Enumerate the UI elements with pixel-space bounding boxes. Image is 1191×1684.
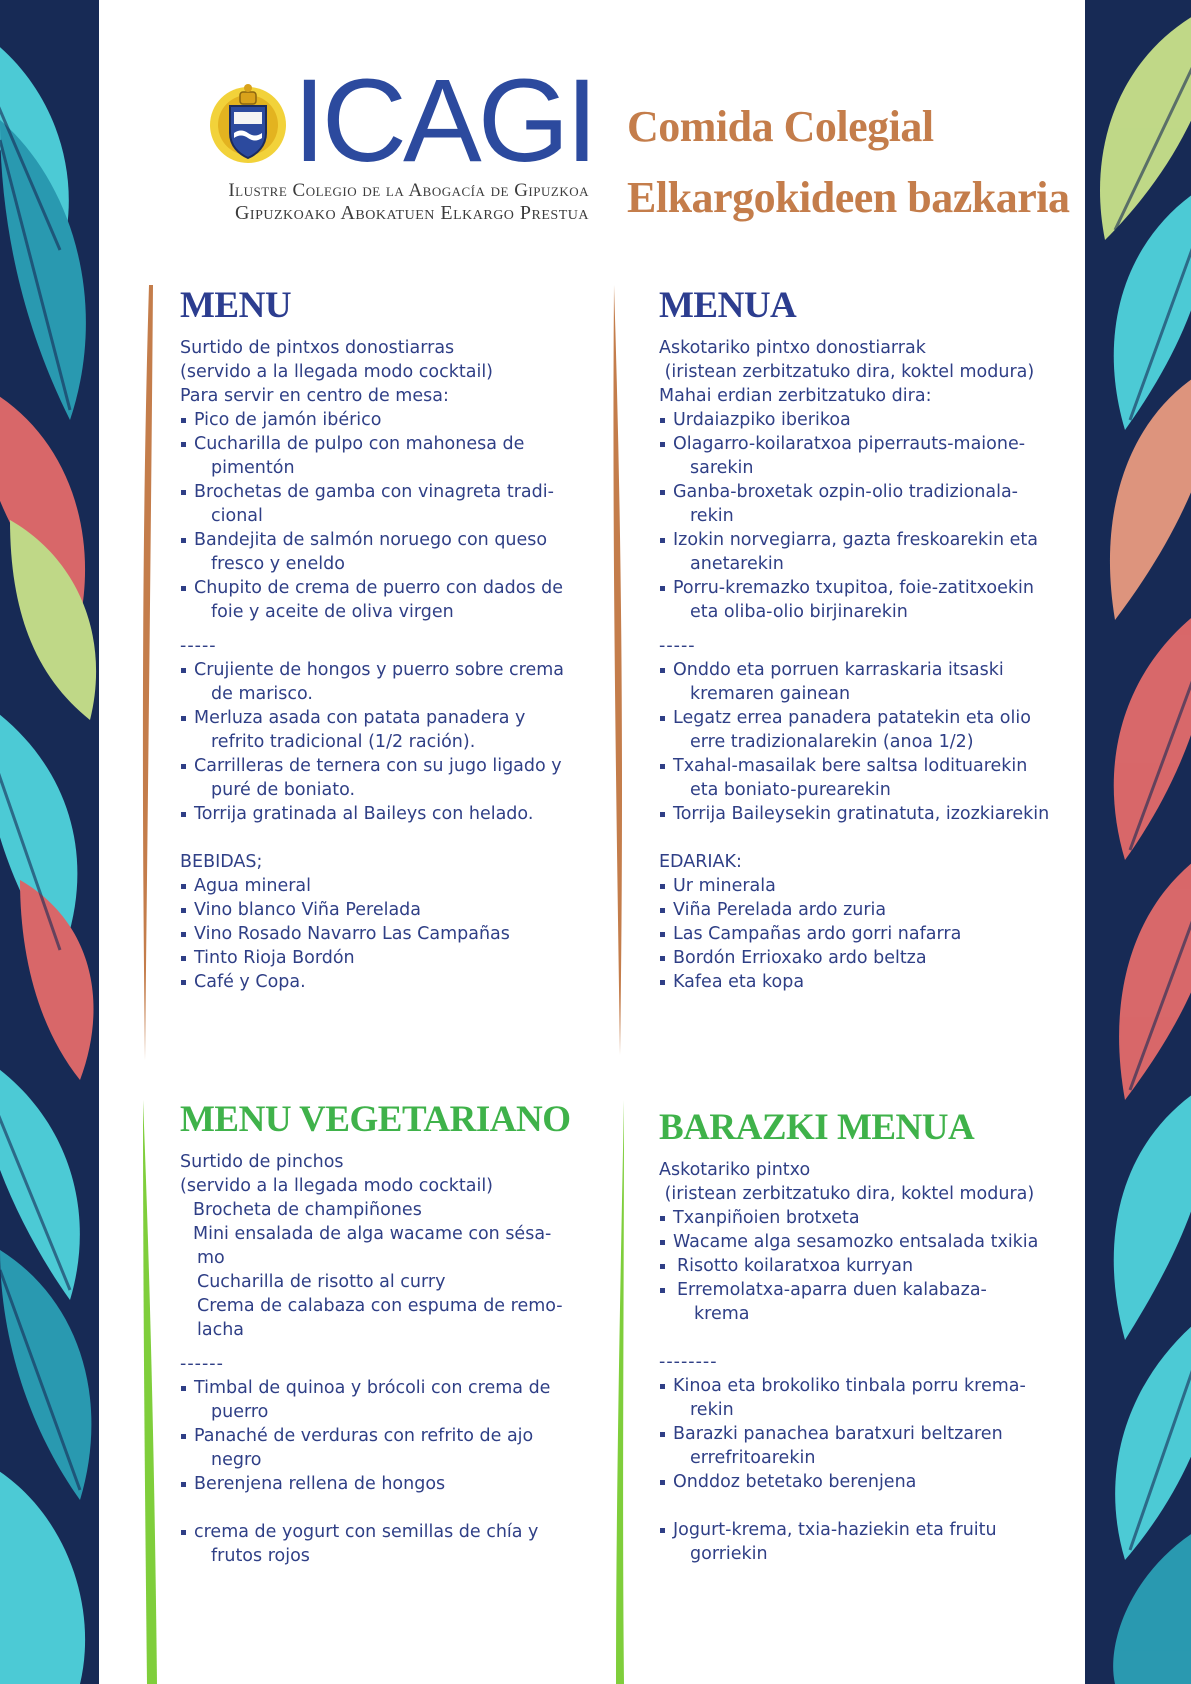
list-item: Panaché de verduras con refrito de ajo negro (180, 1424, 600, 1472)
menu-spanish (180, 286, 590, 994)
green-brush-stripe (610, 1100, 626, 1684)
list-item: Cucharilla de pulpo con mahonesa de pimentón (180, 432, 590, 480)
list-item: Pico de jamón ibérico (180, 408, 590, 432)
drinks-list (180, 874, 590, 994)
tropical-leaves-left-panel (0, 0, 99, 1684)
list-item: Brocheta de champiñones (193, 1200, 422, 1220)
drinks-label: BEBIDAS; (180, 852, 263, 872)
separator: -------- (659, 1352, 718, 1372)
list-item: Berenjena rellena de hongos (180, 1472, 600, 1496)
org-name-spanish: Ilustre Colegio de la Abogacía de Gipuzkoa (228, 180, 589, 201)
list-item: Torrija gratinada al Baileys con helado. (180, 802, 590, 826)
list-item: Carrilleras de ternera con su jugo ligado y puré de boniato. (180, 754, 590, 802)
list-item: Legatz errea panadera patatekin eta olio erre tradizionalarekin (anoa 1/2) (659, 706, 1079, 754)
list-item: Risotto koilaratxoa kurryan (659, 1254, 1079, 1278)
list-item: crema de yogurt con semillas de chía y frutos rojos (180, 1520, 600, 1568)
copper-brush-stripe (612, 285, 626, 1055)
org-name-basque: Gipuzkoako Abokatuen Elkargo Prestua (234, 202, 589, 224)
list-item: Izokin norvegiarra, gazta freskoarekin eta anetarekin (659, 528, 1079, 576)
intro-line: Para servir en centro de mesa: (180, 386, 449, 406)
list-item: Erremolatxa-aparra duen kalabaza- krema (659, 1278, 1079, 1326)
mains-list (180, 1376, 600, 1496)
menu-heading: BARAZKI MENUA (659, 1107, 975, 1148)
list-item: Las Campañas ardo gorri nafarra (659, 922, 1079, 946)
intro-line: Surtido de pintxos donostiarras (180, 338, 455, 358)
list-item: Brochetas de gamba con vinagreta tradi- cional (180, 480, 590, 528)
list-item-continuation: lacha (197, 1320, 245, 1340)
separator: ------ (180, 1354, 224, 1374)
list-item: Ur minerala (659, 874, 1079, 898)
list-item: Bordón Errioxako ardo beltza (659, 946, 1079, 970)
starters-list (659, 408, 1079, 624)
starters-list (659, 1206, 1079, 1326)
list-item: Vino Rosado Navarro Las Campañas (180, 922, 590, 946)
list-item: Crujiente de hongos y puerro sobre crema de marisco. (180, 658, 590, 706)
event-title-spanish: Comida Colegial (627, 102, 934, 151)
green-brush-stripe (141, 1100, 157, 1684)
logo-wordmark: ICAGI (293, 55, 595, 187)
list-item: Tinto Rioja Bordón (180, 946, 590, 970)
list-item: Porru-kremazko txupitoa, foie-zatitxoekin eta oliba-olio birjinarekin (659, 576, 1079, 624)
tropical-leaves-right-panel (1085, 0, 1191, 1684)
menu-sheet (99, 0, 1085, 1684)
list-item: Agua mineral (180, 874, 590, 898)
icagi-logo (207, 55, 687, 226)
list-item: Cucharilla de risotto al curry (197, 1272, 446, 1292)
menu-heading: MENU VEGETARIANO (180, 1099, 571, 1140)
intro-line: Askotariko pintxo donostiarrak (659, 338, 926, 358)
vegetarian-menu-spanish (180, 1100, 600, 1568)
intro-line: Askotariko pintxo (659, 1160, 811, 1180)
list-item: Café y Copa. (180, 970, 590, 994)
dessert-list (659, 1518, 1079, 1566)
list-item: Onddo eta porruen karraskaria itsaski kremaren gainean (659, 658, 1079, 706)
list-item: Vino blanco Viña Perelada (180, 898, 590, 922)
intro-line: (iristean zerbitzatuko dira, koktel modura) (659, 1184, 1035, 1204)
list-item: Timbal de quinoa y brócoli con crema de puerro (180, 1376, 600, 1424)
intro-line: (iristean zerbitzatuko dira, koktel modura) (659, 362, 1035, 382)
list-item: Merluza asada con patata panadera y refrito tradicional (1/2 ración). (180, 706, 590, 754)
list-item: Txanpiñoien brotxeta (659, 1206, 1079, 1230)
intro-line: Surtido de pinchos (180, 1152, 344, 1172)
list-item: Barazki panachea baratxuri beltzaren errefritoarekin (659, 1422, 1079, 1470)
list-item: Txahal-masailak bere saltsa lodituarekin eta boniato-purearekin (659, 754, 1079, 802)
list-item-continuation: mo (197, 1248, 225, 1268)
intro-line: (servido a la llegada modo cocktail) (180, 1176, 494, 1196)
list-item: Urdaiazpiko iberikoa (659, 408, 1079, 432)
list-item: Mini ensalada de alga wacame con sésa- (193, 1224, 552, 1244)
list-item: Kafea eta kopa (659, 970, 1079, 994)
drinks-list (659, 874, 1079, 994)
list-item: Ganba-broxetak ozpin-olio tradizionala- rekin (659, 480, 1079, 528)
list-item: Viña Perelada ardo zuria (659, 898, 1079, 922)
list-item: Kinoa eta brokoliko tinbala porru krema- rekin (659, 1374, 1079, 1422)
drinks-label: EDARIAK: (659, 852, 742, 872)
coat-of-arms-icon (207, 78, 289, 168)
separator: ----- (659, 636, 696, 656)
starters-list (180, 408, 590, 624)
list-item: Torrija Baileysekin gratinatuta, izozkiarekin (659, 802, 1079, 826)
intro-line: Mahai erdian zerbitzatuko dira: (659, 386, 932, 406)
menu-basque (659, 286, 1079, 994)
copper-brush-stripe (139, 285, 153, 1060)
list-item: Olagarro-koilaratxoa piperrauts-maione- sarekin (659, 432, 1079, 480)
dessert-list (180, 1520, 600, 1568)
event-title-basque: Elkargokideen bazkaria (627, 173, 1070, 222)
vegetarian-menu-basque (659, 1108, 1079, 1566)
list-item: Jogurt-krema, txia-haziekin eta fruitu gorriekin (659, 1518, 1079, 1566)
starters-list (180, 1198, 600, 1342)
list-item: Onddoz betetako berenjena (659, 1470, 1079, 1494)
list-item: Crema de calabaza con espuma de remo- (197, 1296, 563, 1316)
mains-list (180, 658, 590, 826)
menu-heading: MENUA (659, 285, 797, 326)
mains-list (659, 658, 1079, 826)
intro-line: (servido a la llegada modo cocktail) (180, 362, 494, 382)
list-item: Wacame alga sesamozko entsalada txikia (659, 1230, 1079, 1254)
list-item: Chupito de crema de puerro con dados de foie y aceite de oliva virgen (180, 576, 590, 624)
separator: ----- (180, 636, 217, 656)
menu-heading: MENU (180, 285, 292, 326)
mains-list (659, 1374, 1079, 1494)
list-item: Bandejita de salmón noruego con queso fresco y eneldo (180, 528, 590, 576)
